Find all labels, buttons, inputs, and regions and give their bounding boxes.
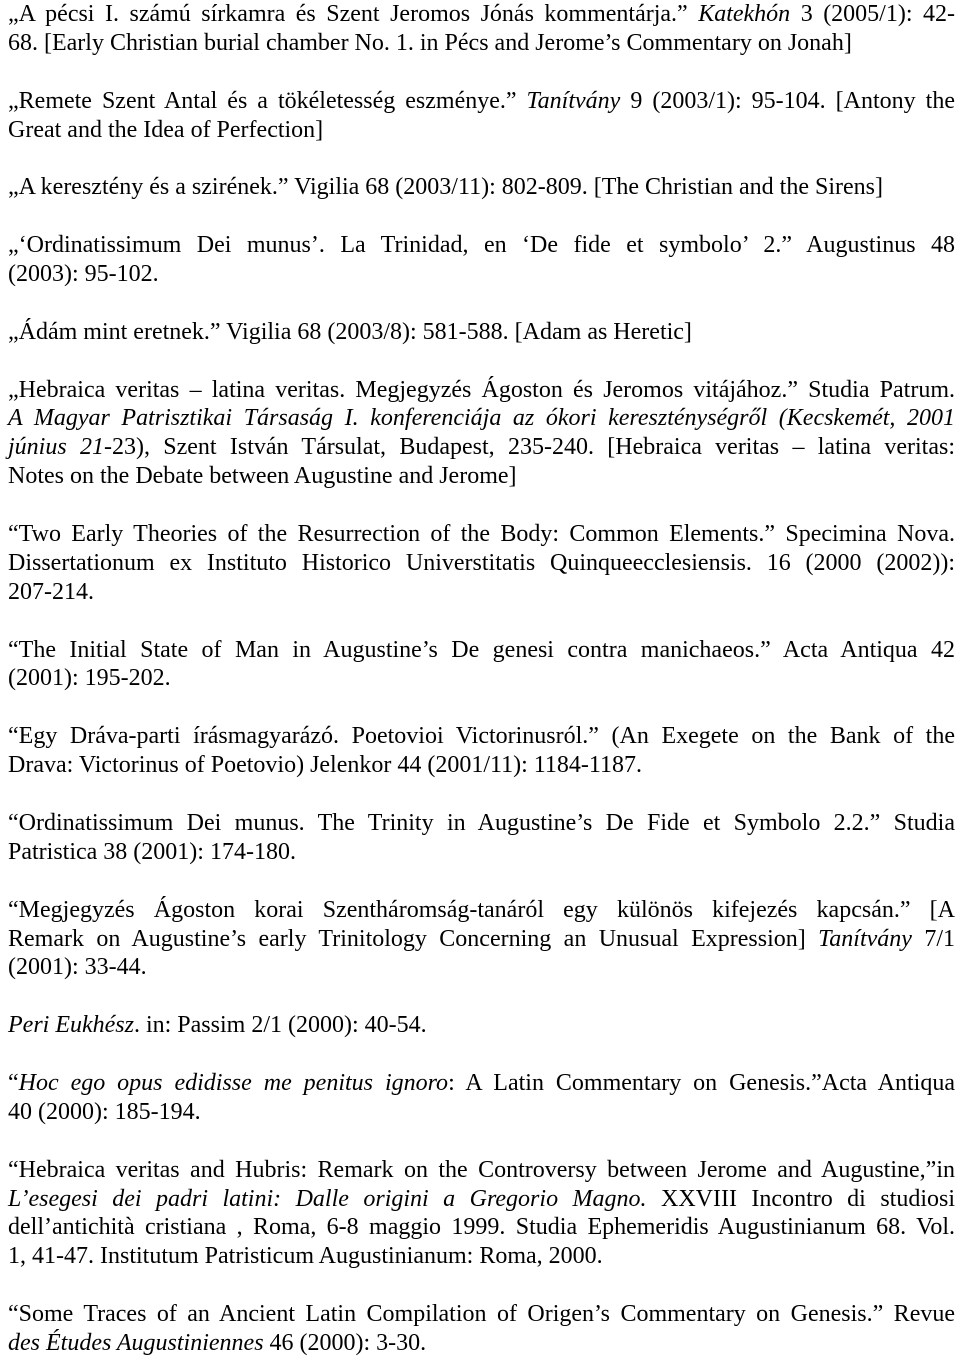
entry-line (8, 896, 955, 925)
entry-line (8, 1242, 955, 1271)
entry-line (8, 1069, 955, 1098)
citation-text: Remark on Augustine’s early Trinitology Concerning an Unusual Expression] (8, 925, 819, 952)
bibliography-entry (8, 173, 955, 202)
entry-line (8, 1156, 955, 1185)
citation-text: -23), Szent István Társulat, Budapest, 235-240. [Hebraica veritas – latina veritas: (103, 434, 955, 461)
entry-line (8, 1329, 955, 1358)
entry-line (8, 462, 955, 491)
entry-line (8, 29, 955, 58)
citation-text: “Megjegyzés Ágoston korai Szentháromság-tanáról egy különös kifejezés kapcsán.” [A (8, 896, 955, 923)
citation-text: “Two Early Theories of the Resurrection of the Body: Common Elements.” Specimina Nova. (8, 521, 955, 548)
entry-line (8, 953, 955, 982)
citation-text: 40 (2000): 185-194. (8, 1098, 201, 1125)
entry-line (8, 925, 955, 954)
entry-line (8, 231, 955, 260)
italic-title: Peri Eukhész (8, 1012, 134, 1039)
entry-line (8, 116, 955, 145)
citation-text: “The Initial State of Man in Augustine’s De genesi contra manichaeos.” Acta Antiqua 42 (8, 636, 955, 663)
entry-line (8, 636, 955, 665)
italic-title: A Magyar Patrisztikai Társaság I. konferenciája az ókori kereszténységről (Kecskemét, 2001 (8, 405, 955, 432)
citation-text: 7/1 (911, 925, 955, 952)
citation-text: “Ordinatissimum Dei munus. The Trinity in Augustine’s De Fide et Symbolo 2.2.” Studia (8, 809, 955, 836)
entry-line (8, 0, 955, 29)
entry-line (8, 1213, 955, 1242)
entry-line (8, 433, 955, 462)
entry-line (8, 520, 955, 549)
citation-text: “Egy Dráva-parti írásmagyarázó. Poetovioi Victorinusról.” (An Exegete on the Bank of the (8, 723, 955, 750)
citation-text: “Hebraica veritas and Hubris: Remark on the Controversy between Jerome and Augustine,”in (8, 1156, 955, 1183)
entry-line (8, 404, 955, 433)
entry-line (8, 376, 955, 405)
entry-line (8, 1185, 955, 1214)
entry-line (8, 578, 955, 607)
bibliography-entry (8, 1300, 955, 1358)
citation-text: „Remete Szent Antal és a tökéletesség eszménye.” (8, 87, 527, 114)
entry-line (8, 549, 955, 578)
bibliography-entry (8, 376, 955, 492)
entry-line (8, 838, 955, 867)
citation-text: XXVIII Incontro di studiosi (646, 1185, 955, 1212)
bibliography-entry (8, 231, 955, 289)
bibliography-entry (8, 722, 955, 780)
entry-line (8, 318, 955, 347)
italic-title: des Études Augustiniennes (8, 1329, 264, 1356)
citation-text: 207-214. (8, 578, 94, 605)
entry-line (8, 87, 955, 116)
citation-text: 3 (2005/1): 42- (790, 1, 956, 27)
entry-line (8, 809, 955, 838)
journal-title: Tanítvány (526, 87, 621, 114)
bibliography-entry (8, 0, 955, 58)
italic-title: június 21 (8, 434, 104, 461)
citation-text: : A Latin Commentary on Genesis.”Acta Antiqua (448, 1069, 955, 1096)
italic-title: L’esegesi dei padri latini: Dalle origini a Gregorio Magno. (8, 1185, 647, 1212)
citation-text: Patristica 38 (2001): 174-180. (8, 838, 296, 865)
bibliography-entry (8, 1069, 955, 1127)
entry-line (8, 1300, 955, 1329)
bibliography-entry (8, 520, 955, 607)
citation-text: 46 (2000): 3-30. (263, 1329, 427, 1356)
citation-text: „A keresztény és a szirének.” Vigilia 68 (2003/11): 802-809. [The Christian and the Sirens] (8, 174, 883, 201)
citation-text: “Some Traces of an Ancient Latin Compilation of Origen’s Commentary on Genesis.” Revue (8, 1301, 955, 1328)
citation-text: „Hebraica veritas – latina veritas. Megjegyzés Ágoston és Jeromos vitájához.” Studia Patrum. (8, 376, 955, 403)
citation-text: „Ádám mint eretnek.” Vigilia 68 (2003/8): 581-588. [Adam as Heretic] (8, 318, 692, 345)
bibliography-entry (8, 636, 955, 694)
citation-text: 68. [Early Christian burial chamber No. 1. in Pécs and Jerome’s Commentary on Jonah] (8, 29, 852, 56)
entry-line (8, 664, 955, 693)
citation-text: Notes on the Debate between Augustine and Jerome] (8, 463, 517, 490)
bibliography-entry (8, 1156, 955, 1272)
citation-text: Great and the Idea of Perfection] (8, 116, 324, 143)
bibliography-entry (8, 809, 955, 867)
citation-text: dell’antichità cristiana , Roma, 6-8 maggio 1999. Studia Ephemeridis Augustinianum 68. Vol. (8, 1214, 955, 1241)
citation-text: „A pécsi I. számú sírkamra és Szent Jeromos Jónás kommentárja.” (8, 1, 699, 27)
entry-line (8, 751, 955, 780)
citation-text: Dissertationum ex Instituto Historico Universtitatis Quinqueecclesiensis. 16 (2000 (2002)): (8, 549, 955, 576)
bibliography-entry (8, 318, 955, 347)
citation-text: 9 (2003/1): 95-104. [Antony the (620, 87, 955, 114)
entry-line (8, 722, 955, 751)
citation-text: 1, 41-47. Institutum Patristicum Augustinianum: Roma, 2000. (8, 1243, 603, 1270)
bibliography-entry (8, 1011, 955, 1040)
italic-title: Hoc ego opus edidisse me penitus ignoro (18, 1069, 449, 1096)
citation-text: (2001): 33-44. (8, 954, 147, 981)
entry-line (8, 260, 955, 289)
citation-text: „‘Ordinatissimum Dei munus’. La Trinidad, en ‘De fide et symbolo’ 2.” Augustinus 48 (8, 232, 955, 259)
citation-text: (2001): 195-202. (8, 665, 171, 692)
entry-line (8, 1011, 955, 1040)
citation-text: . in: Passim 2/1 (2000): 40-54. (133, 1012, 427, 1039)
bibliography-entry (8, 896, 955, 983)
citation-text: (2003): 95-102. (8, 261, 159, 288)
citation-text: Drava: Victorinus of Poetovio) Jelenkor 44 (2001/11): 1184-1187. (8, 752, 643, 779)
journal-title: Tanítvány (818, 925, 912, 952)
entry-line (8, 173, 955, 202)
entry-line (8, 1098, 955, 1127)
citation-text: “ (8, 1069, 19, 1096)
bibliography-entry (8, 87, 955, 145)
journal-title: Katekhón (698, 1, 791, 27)
